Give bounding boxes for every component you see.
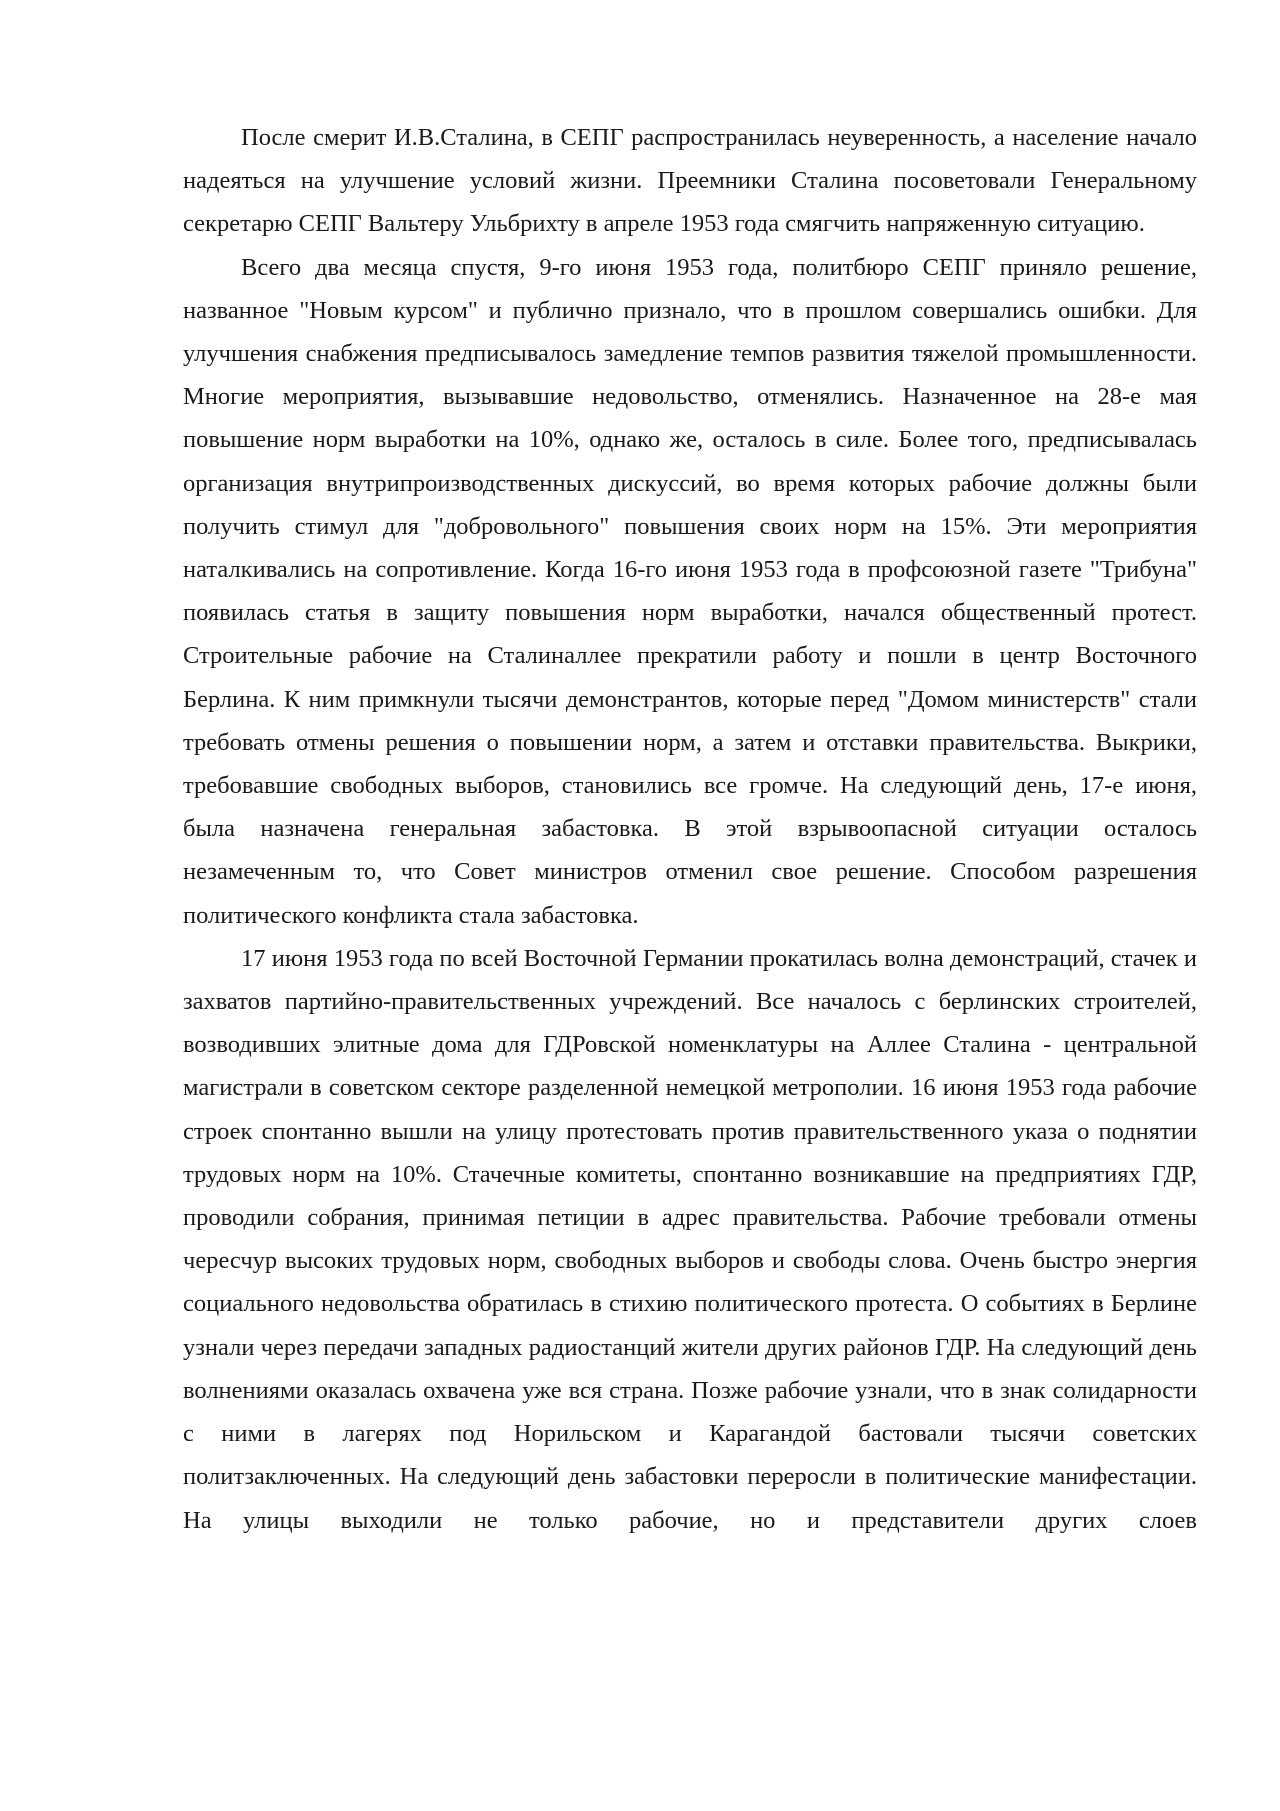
paragraph-2: Всего два месяца спустя, 9-го июня 1953 года, политбюро СЕПГ приняло решение, названное "Новым курсом" и публично признало, что в прошлом совершались ошибки. Для улучшения снабжения предписывалось замедление темпов развития тяжелой промышленности. Многие мероприятия, вызывавшие недовольство, отменялись. Назначенное на 28-е мая повышение норм выработки на 10%, однако же, осталось в силе. Более того, предписывалась организация внутрипроизводственных дискуссий, во время которых рабочие должны были получить стимул для "добровольного" повышения своих норм на 15%. Эти мероприятия наталкивались на сопротивление. Когда 16-го июня 1953 года в профсоюзной газете "Трибуна" появилась статья в защиту повышения норм выработки, начался общественный протест. Строительные рабочие на Сталиналлее прекратили работу и пошли в центр Восточного Берлина. К ним примкнули тысячи демонстрантов, которые перед "Домом министерств" стали требовать отмены решения о повышении норм, а затем и отставки правительства. Выкрики, требовавшие свободных выборов, становились все громче. На следующий день, 17-е июня, была назначена генеральная забастовка. В этой взрывоопасной ситуации осталось незамеченным то, что Совет министров отменил свое решение. Способом разрешения политического конфликта стала забастовка. — [183, 253, 1197, 929]
document-body — [183, 116, 1197, 1542]
paragraph-3: 17 июня 1953 года по всей Восточной Германии прокатилась волна демонстраций, стачек и захватов партийно-правительственных учреждений. Все началось с берлинских строителей, возводивших элитные дома для ГДРовской номенклатуры на Аллее Сталина - центральной магистрали в советском секторе разделенной немецкой метрополии. 16 июня 1953 года рабочие строек спонтанно вышли на улицу протестовать против правительственного указа о поднятии трудовых норм на 10%. Стачечные комитеты, спонтанно возникавшие на предприятиях ГДР, проводили собрания, принимая петиции в адрес правительства. Рабочие требовали отмены чересчур высоких трудовых норм, свободных выборов и свободы слова. Очень быстро энергия социального недовольства обратилась в стихию политического протеста. О событиях в Берлине узнали через передачи западных радиостанций жители других районов ГДР. На следующий день волнениями оказалась охвачена уже вся страна. Позже рабочие узнали, что в знак солидарности с ними в лагерях под Норильском и Карагандой бастовали тысячи советских политзаключенных. На следующий день забастовки переросли в политические манифестации. На улицы выходили не только рабочие, но и представители других слоев — [183, 944, 1197, 1534]
paragraph-1: После смерит И.В.Сталина, в СЕПГ распространилась неуверенность, а население начало надеяться на улучшение условий жизни. Преемники Сталина посоветовали Генеральному секретарю СЕПГ Вальтеру Ульбрихту в апреле 1953 года смягчить напряженную ситуацию. — [183, 124, 1197, 238]
